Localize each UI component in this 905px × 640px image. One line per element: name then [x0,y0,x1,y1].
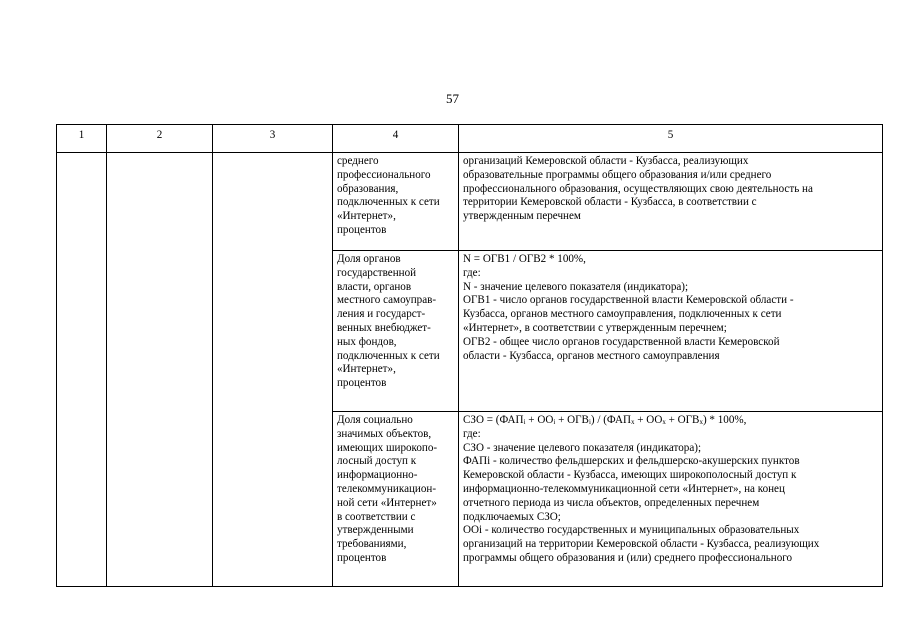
text-line: подключенных к сети [337,196,440,209]
column-3-cell [213,153,333,587]
text-line: программы общего образования и (или) среднего профессионального [463,551,793,564]
text-line: профессионального [337,168,431,181]
text-line: местного самоуправ- [337,294,437,307]
text-line: ООi - количество государственных и муниципальных образовательных [463,524,800,537]
indicator-name-cell [333,251,459,412]
formula-line: СЗО = $(ФАП_i + ОО_i + ОГВ_i) / (ФАП_x + ОО_x + ОГВ_x) * 100\%$, [463,414,747,426]
text-line: имеющих широкопо- [337,441,438,454]
formula-line: N = ОГВ1 / ОГВ2 * 100%, [463,253,586,265]
text-line: ОГВ2 - общее число органов государственной власти Кемеровской [463,335,780,348]
text-line: власти, органов [337,280,412,293]
text-line: подключенных к сети [337,349,440,362]
text-line: информационно- [337,469,418,482]
column-header-3: 3 [213,125,333,153]
text-line: подключаемых СЗО; [463,510,561,523]
column-header-2: 2 [107,125,213,153]
text-line: N - значение целевого показателя (индикатора); [463,280,689,293]
text-line: «Интернет», в соответствии с утвержденным перечнем; [463,321,727,334]
column-1-cell [57,153,107,587]
indicator-name-cell [333,412,459,587]
calculation-method-cell [459,412,883,587]
text-line: где: [463,266,481,279]
text-line: «Интернет», [337,363,396,376]
text-line: процентов [337,377,387,390]
calculation-method-cell [459,251,883,412]
text-line: телекоммуникацион- [337,482,437,495]
indicator-name-cell [333,153,459,251]
calculation-method-cell [459,153,883,251]
text-line: Кузбасса, органов местного самоуправления, подключенных к сети [463,308,782,321]
column-2-cell [107,153,213,587]
text-line: территории Кемеровской области - Кузбасса, в соответствии с [463,196,757,209]
text-line: Доля социально [337,414,413,426]
text-line: СЗО - значение целевого показателя (индикатора); [463,441,702,454]
text-line: образования, [337,182,399,195]
text-line: Доля органов [337,253,401,265]
text-line: ФАПi - количество фельдшерских и фельдшерско-акушерских пунктов [463,455,800,468]
page-number: 57 [446,91,459,106]
text-line: лосный доступ к [337,455,417,468]
text-line: ления и государст- [337,308,426,321]
text-line: ной сети «Интернет» [337,496,437,509]
text-line: значимых объектов, [337,427,432,440]
column-header-5: 5 [459,125,883,153]
table-row [57,153,883,251]
text-line: Кемеровской области - Кузбасса, имеющих широкополосный доступ к [463,469,797,482]
text-line: требованиями, [337,538,407,551]
column-header-1: 1 [57,125,107,153]
text-line: в соответствии с [337,510,416,523]
text-line: области - Кузбасса, органов местного самоуправления [463,349,720,362]
text-line: «Интернет», [337,210,396,223]
text-line: где: [463,427,481,440]
column-header-4: 4 [333,125,459,153]
text-line: отчетного периода из числа объектов, определенных перечнем [463,496,760,509]
text-line: утвержденными [337,524,414,537]
text-line: процентов [337,551,387,564]
text-line: государственной [337,266,417,279]
text-line: утвержденным перечнем [463,210,581,223]
text-line: венных внебюджет- [337,321,431,334]
text-line: образовательные программы общего образования и/или среднего [463,168,772,181]
text-line: ОГВ1 - число органов государственной власти Кемеровской области - [463,294,794,307]
indicator-table [56,124,883,587]
text-line: организаций на территории Кемеровской области - Кузбасса, реализующих [463,538,820,551]
text-line: ных фондов, [337,335,397,348]
text-line: информационно-телекоммуникационной сети «Интернет», на конец [463,482,785,495]
table-header-row [57,125,883,153]
text-line: процентов [337,223,387,236]
text-line: среднего [337,155,379,167]
text-line: организаций Кемеровской области - Кузбасса, реализующих [463,155,749,167]
text-line: профессионального образования, осуществляющих свою деятельность на [463,182,813,195]
